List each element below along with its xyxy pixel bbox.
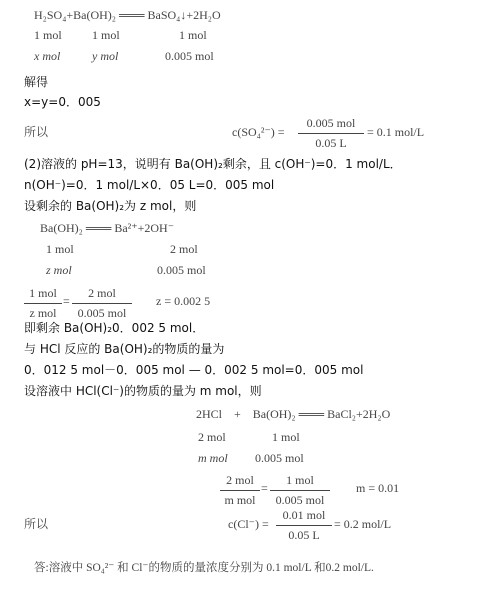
part2-intro: (2)溶液的 pH=13，说明有 Ba(OH)₂剩余，且 c(OH⁻)=0．1 mol/L．: [24, 157, 402, 171]
eq2-row2-col1: 1 mol: [46, 242, 74, 256]
c-cl-lhs: c(Cl⁻) =: [228, 517, 269, 531]
equation-3: 2HCl + Ba(OH)₂ ═══ BaCl₂+2H₂O: [196, 407, 391, 421]
assume-m: 设溶液中 HCl(Cl⁻)的物质的量为 m mol，则: [24, 384, 262, 398]
equation-1: H₂SO₄+Ba(OH)₂ ═══ BaSO₄↓+2H₂O: [34, 8, 221, 22]
c-cl-numerator: 0.01 mol: [282, 508, 326, 522]
eq1-row2-col3: 1 mol: [179, 28, 207, 42]
jiede-text: 解得: [24, 75, 49, 89]
moles-calc: 0．012 5 mol－0．005 mol — 0．002 5 mol=0．005 mol: [24, 363, 364, 377]
ratio-z-right-den: 0.005 mol: [72, 303, 132, 321]
eq2-row3-col2: 0.005 mol: [157, 263, 206, 277]
ratio-z-left-den: z mol: [24, 303, 62, 321]
ratio-m-eq: =: [261, 481, 268, 495]
suoyi-2: 所以: [24, 517, 49, 531]
c-so4-numerator: 0.005 mol: [306, 116, 356, 130]
eq3-row3-col1: m mol: [198, 451, 228, 465]
suoyi-1: 所以: [24, 125, 49, 139]
eq1-row2-col1: 1 mol: [34, 28, 62, 42]
c-cl-fraction: [276, 508, 332, 543]
eq1-row3-col3: 0.005 mol: [165, 49, 214, 63]
eq3-row2-col2: 1 mol: [272, 430, 300, 444]
eq3-row3-col2: 0.005 mol: [255, 451, 304, 465]
ratio-z-left-num: 1 mol: [29, 286, 57, 300]
eq1-row3-col1: x mol: [34, 49, 61, 63]
assume-z: 设剩余的 Ba(OH)₂为 z mol，则: [24, 199, 197, 213]
remaining-baoh2: 即剩余 Ba(OH)₂0．002 5 mol．: [24, 321, 205, 335]
c-so4-denominator: 0.05 L: [298, 133, 364, 151]
ratio-z-right-num: 2 mol: [88, 286, 116, 300]
c-so4-rhs: = 0.1 mol/L: [367, 125, 425, 139]
eq2-row2-col2: 2 mol: [170, 242, 198, 256]
c-so4-lhs: c(SO₄²⁻) =: [232, 125, 285, 139]
ratio-m-right-num: 1 mol: [286, 473, 314, 487]
c-cl-denominator: 0.05 L: [276, 525, 332, 543]
n-oh-calc: n(OH⁻)=0．1 mol/L×0．05 L=0．005 mol: [24, 178, 275, 192]
ratio-m-right: [270, 473, 330, 508]
m-result: m = 0.01: [356, 481, 400, 495]
equation-2: Ba(OH)₂ ═══ Ba²⁺+2OH⁻: [40, 221, 175, 235]
ratio-z-left: [24, 286, 62, 321]
ratio-m-left: [220, 473, 260, 508]
ratio-m-left-num: 2 mol: [226, 473, 254, 487]
eq1-row2-col2: 1 mol: [92, 28, 120, 42]
c-cl-rhs: = 0.2 mol/L: [334, 517, 392, 531]
z-result: z = 0.002 5: [156, 294, 211, 308]
c-so4-fraction: [298, 116, 364, 151]
xy-result: x=y=0．005: [24, 95, 101, 109]
eq2-row3-col1: z mol: [46, 263, 72, 277]
ratio-z-eq: =: [63, 294, 70, 308]
eq1-row3-col2: y mol: [92, 49, 119, 63]
ratio-m-left-den: m mol: [220, 490, 260, 508]
final-answer: 答:溶液中 SO₄²⁻ 和 Cl⁻的物质的量浓度分别为 0.1 mol/L 和0.2 mol/L.: [34, 562, 374, 574]
eq3-row2-col1: 2 mol: [198, 430, 226, 444]
react-with-hcl: 与 HCl 反应的 Ba(OH)₂的物质的量为: [24, 342, 225, 356]
ratio-z-right: [72, 286, 132, 321]
ratio-m-right-den: 0.005 mol: [270, 490, 330, 508]
